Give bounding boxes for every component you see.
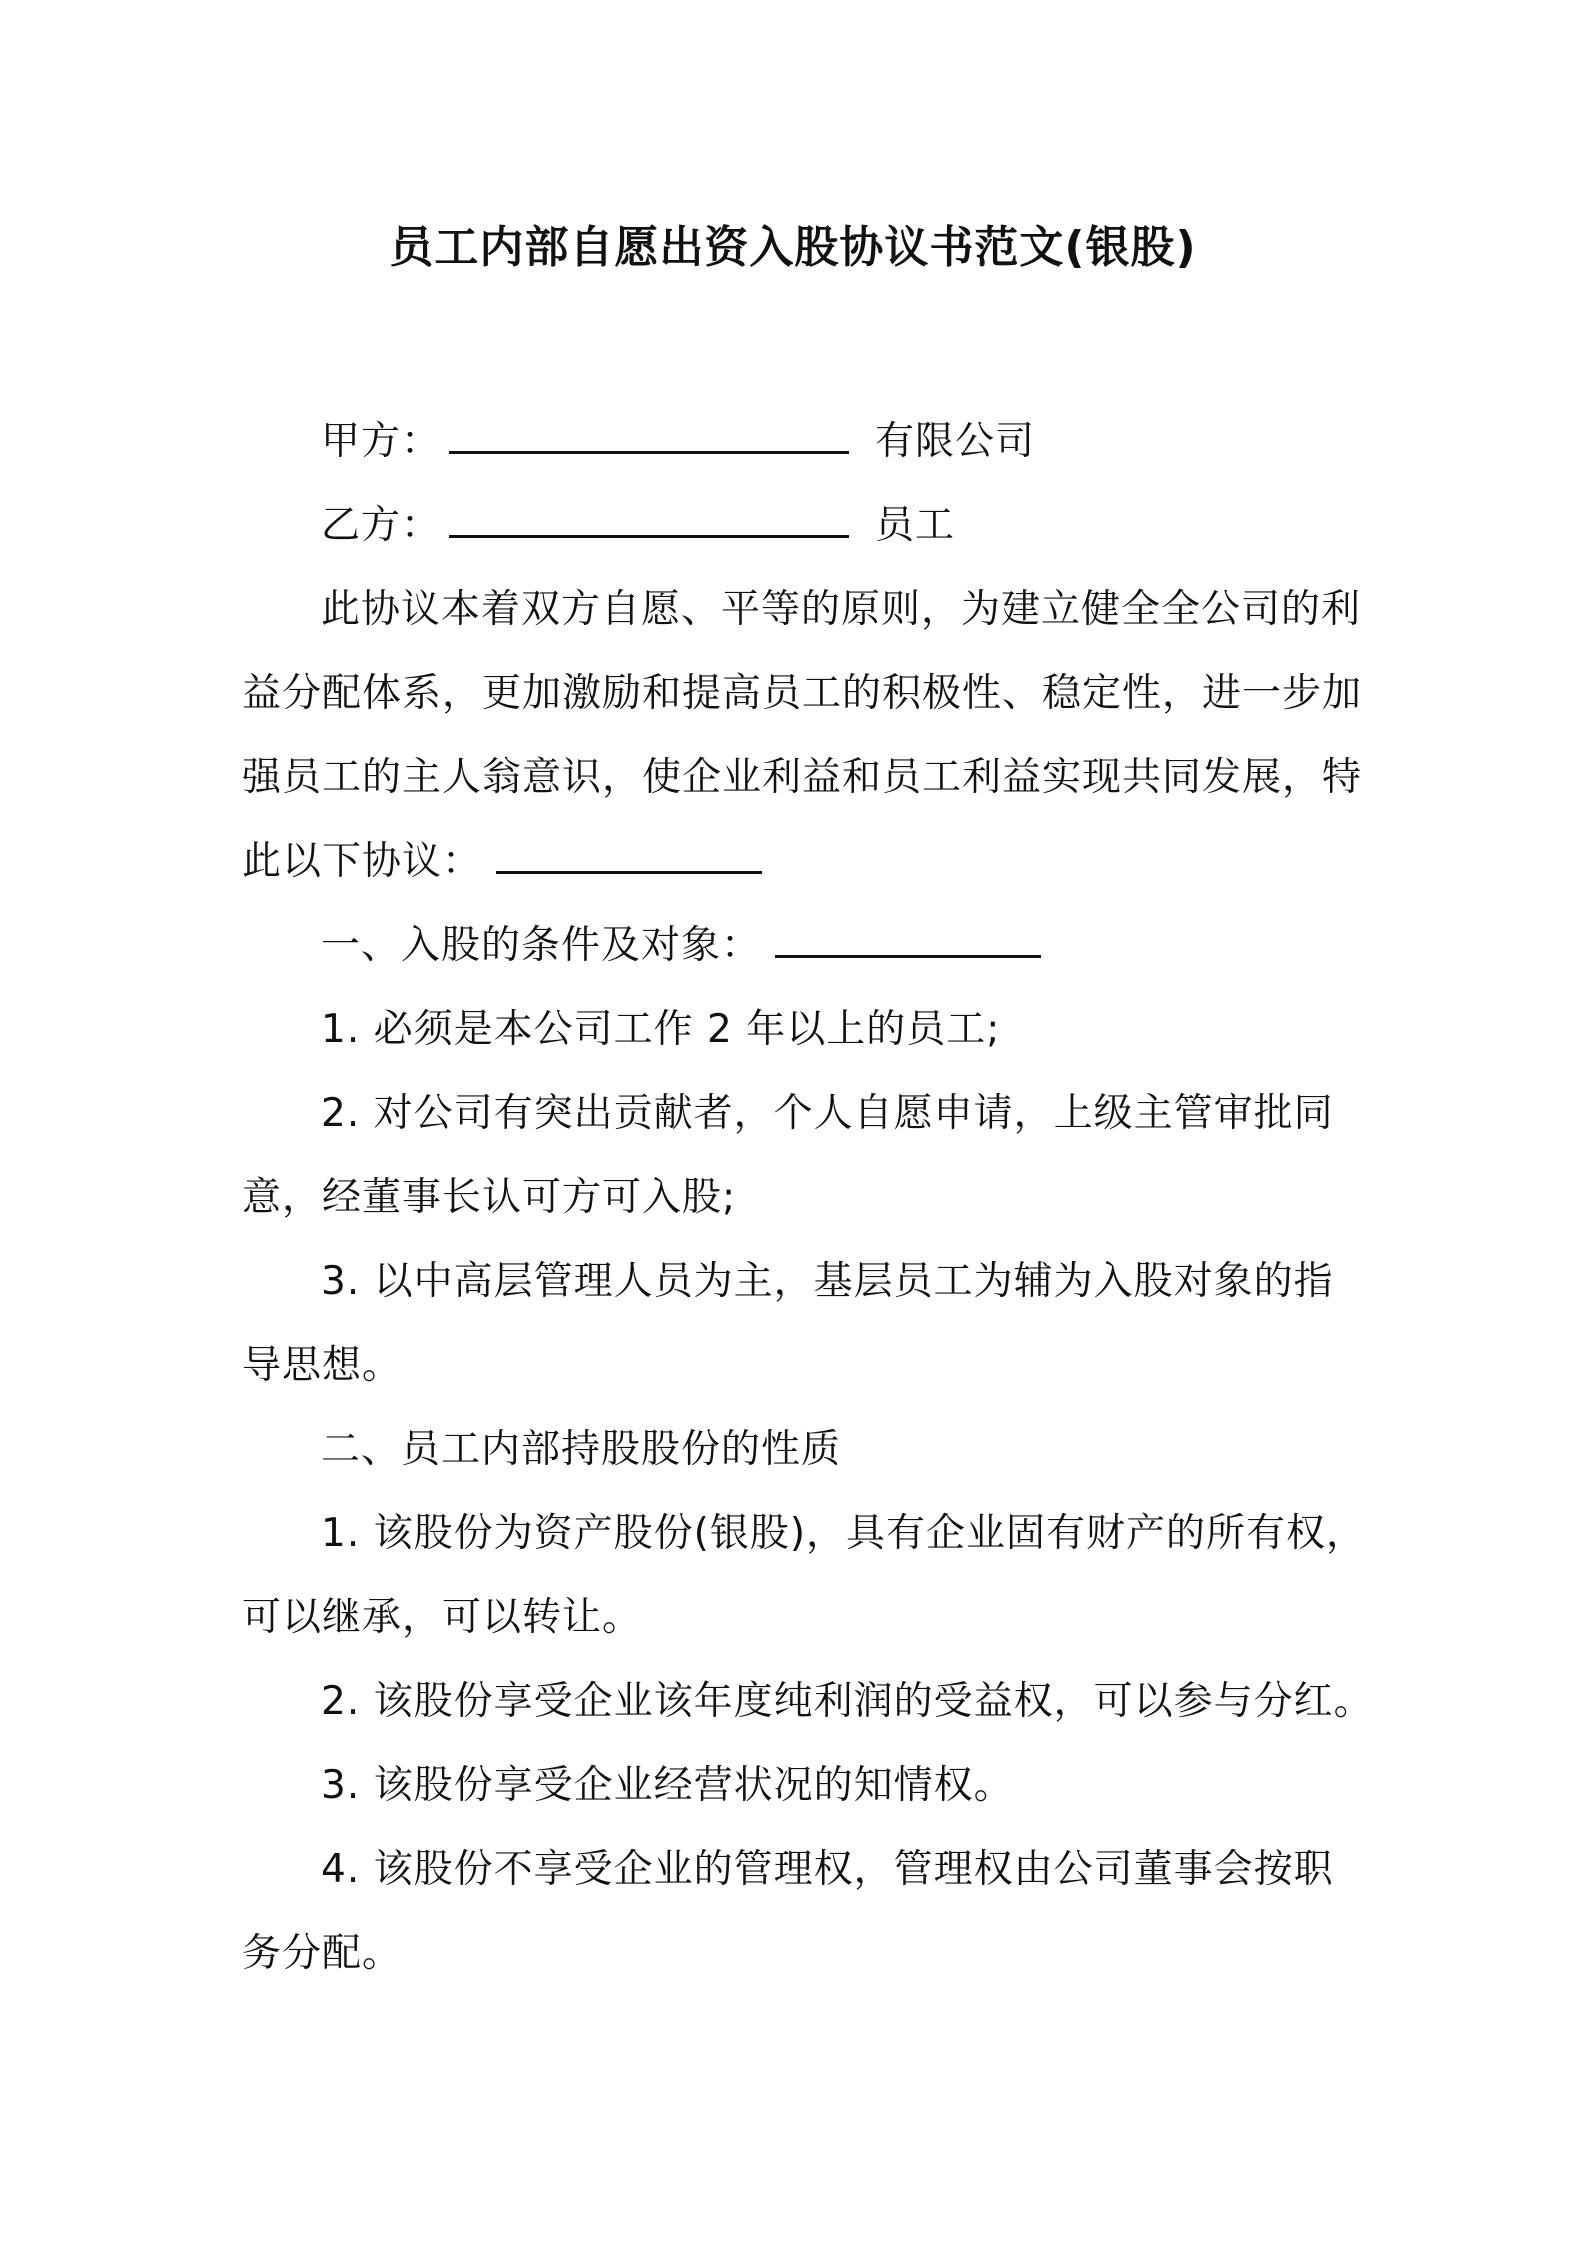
section2-item: 1. 该股份为资产股份(银股)，具有企业固有财产的所有权，: [321, 1511, 1367, 1556]
section2-heading: 二、员工内部持股股份的性质: [321, 1427, 842, 1472]
party-b-suffix: 员工: [875, 503, 956, 548]
intro-blank: [496, 835, 762, 874]
intro-line: 益分配体系，更加激励和提高员工的积极性、稳定性，进一步加: [242, 671, 1363, 716]
party-b-blank: [449, 499, 849, 538]
party-a-suffix: 有限公司: [875, 419, 1036, 464]
party-a-blank: [449, 415, 849, 454]
party-a-label: 甲方：: [321, 419, 442, 464]
intro-line: 此协议本着双方自愿、平等的原则，为建立健全全公司的利: [321, 587, 1362, 632]
intro-last-text: 此以下协议：: [242, 839, 483, 884]
document-title: 员工内部自愿出资入股协议书范文(银股): [389, 222, 1197, 273]
section2-item: 2. 该股份享受企业该年度纯利润的受益权，可以参与分红。: [321, 1679, 1374, 1724]
section2-item-continuation: 可以继承，可以转让。: [242, 1595, 643, 1640]
party-b-line: [242, 484, 1352, 568]
intro-line: 强员工的主人翁意识，使企业利益和员工利益实现共同发展，特: [242, 755, 1363, 800]
section2-item-continuation: 务分配。: [242, 1931, 403, 1976]
section1-item-continuation: 导思想。: [242, 1343, 403, 1388]
section2-item: 4. 该股份不享受企业的管理权，管理权由公司董事会按职: [321, 1847, 1334, 1892]
section1-heading: 一、入股的条件及对象：: [321, 923, 762, 968]
section1-item: 3. 以中高层管理人员为主，基层员工为辅为入股对象的指: [321, 1259, 1334, 1304]
party-b-label: 乙方：: [321, 503, 442, 548]
section1-heading-line: [242, 904, 1352, 988]
section1-item: 1. 必须是本公司工作 2 年以上的员工;: [321, 1007, 1001, 1052]
section2-item: 3. 该股份享受企业经营状况的知情权。: [321, 1763, 1014, 1808]
intro-last-line: [242, 820, 1352, 904]
section1-item: 2. 对公司有突出贡献者，个人自愿申请，上级主管审批同: [321, 1091, 1334, 1136]
document-body: [242, 400, 1374, 1996]
section1-item-continuation: 意，经董事长认可方可入股;: [242, 1175, 737, 1220]
party-a-line: [242, 400, 1352, 484]
section1-blank: [775, 919, 1041, 958]
